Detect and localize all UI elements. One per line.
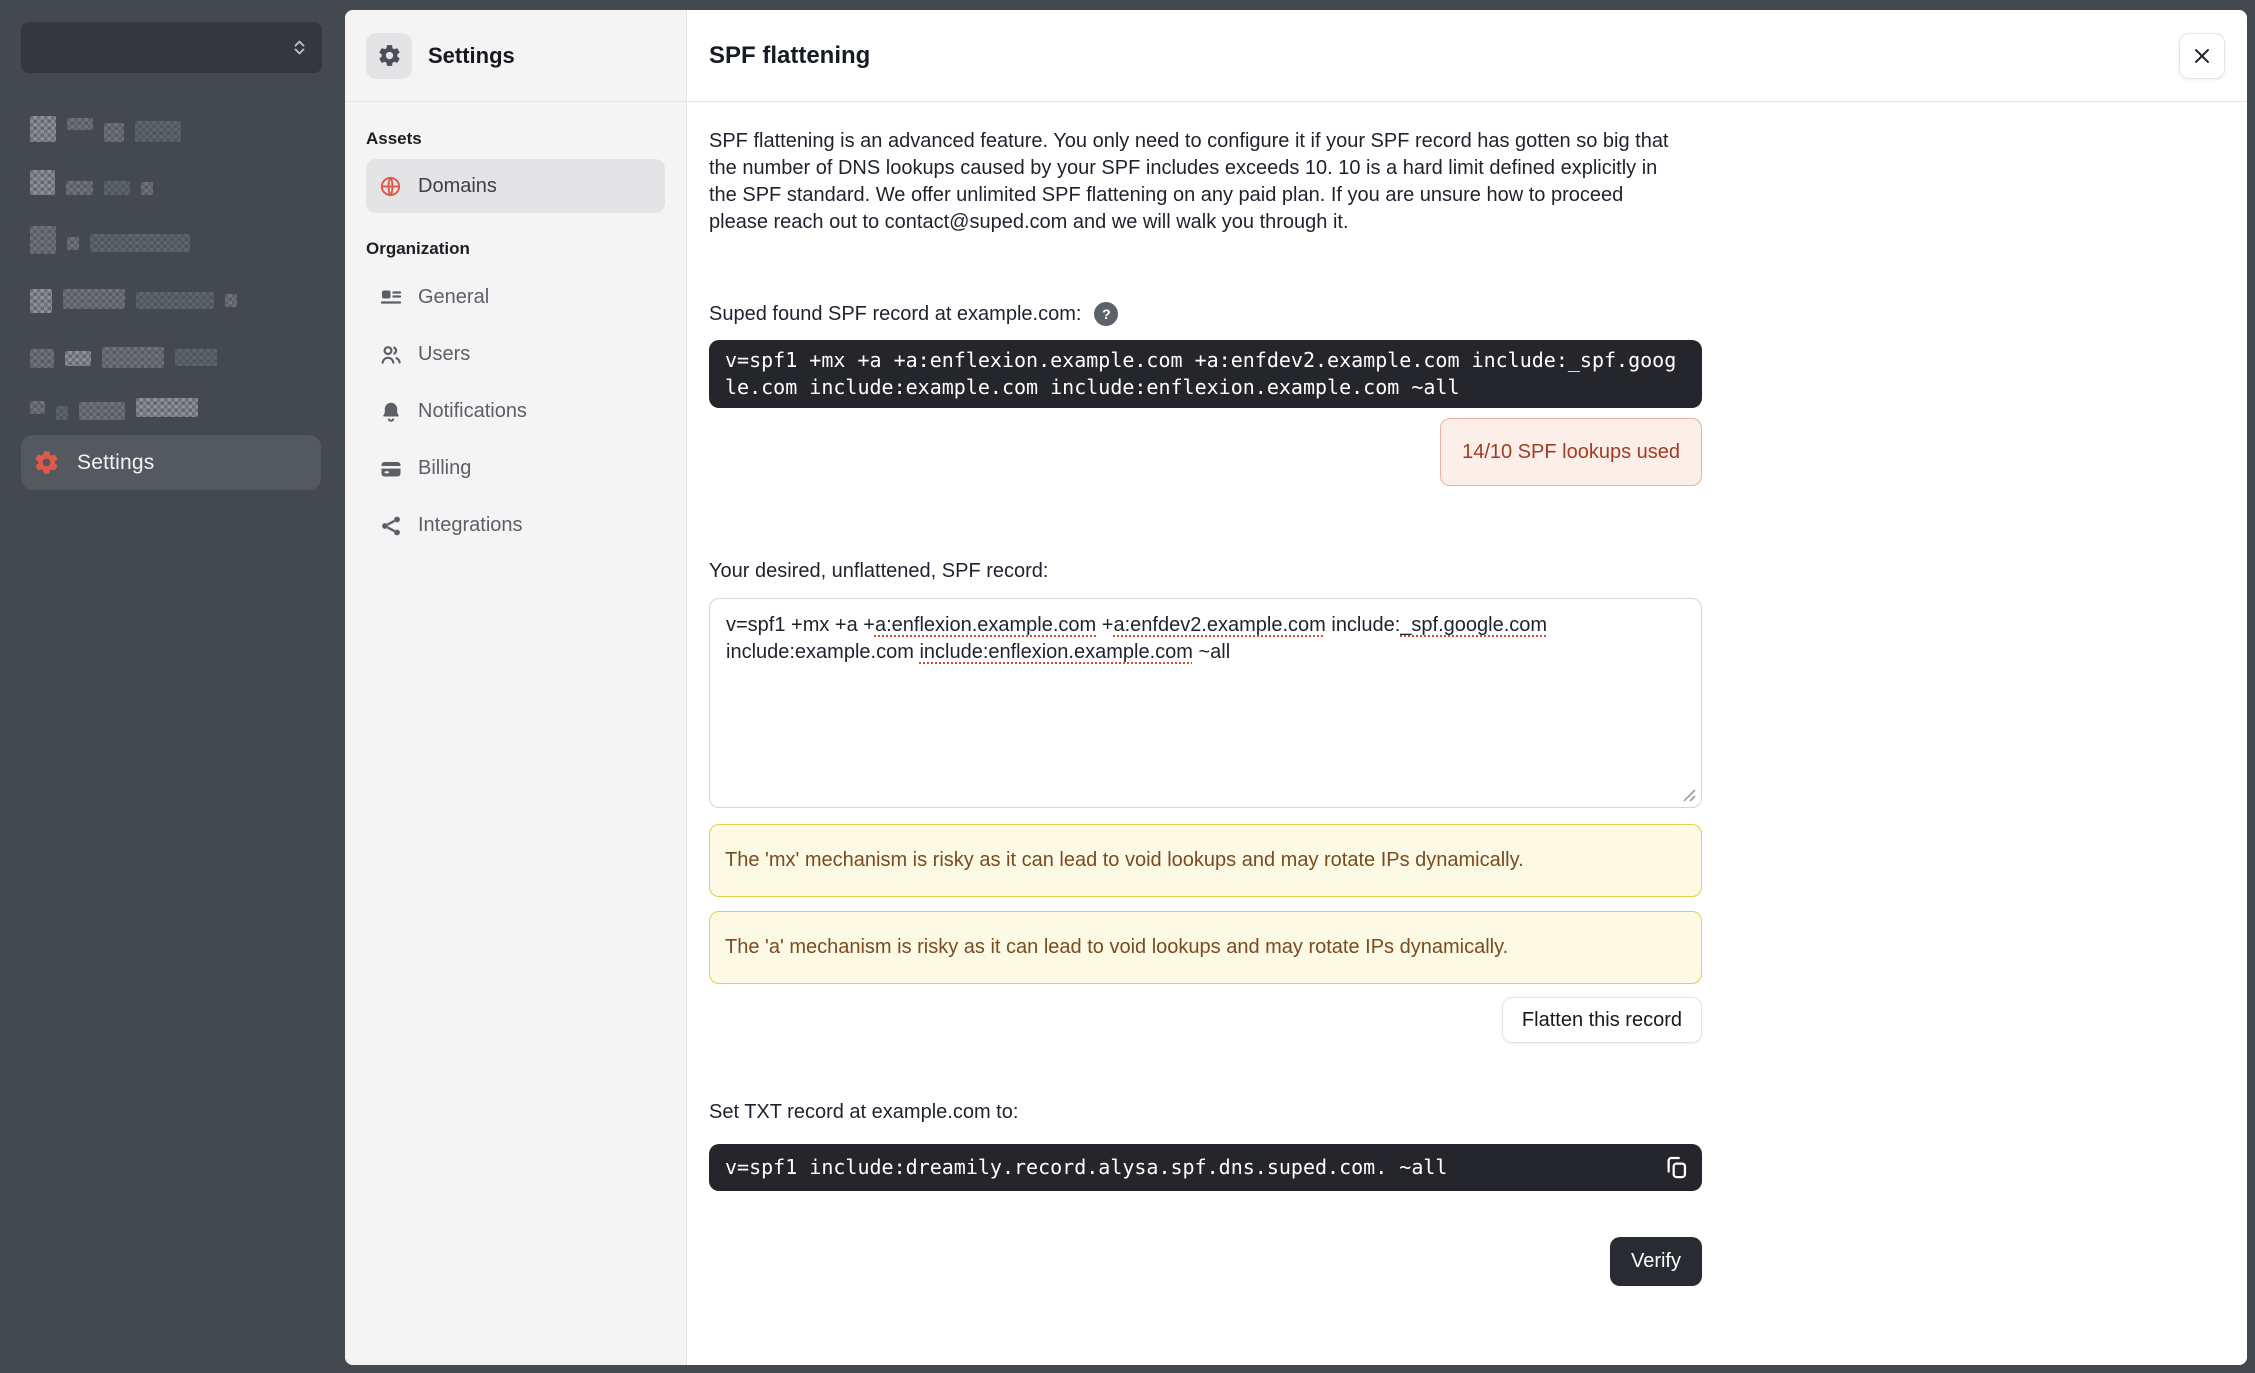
found-record-label: Suped found SPF record at example.com: — [709, 302, 1082, 325]
nav-item-label: Users — [418, 343, 471, 365]
users-icon — [379, 343, 403, 367]
txt-record-code — [709, 1144, 1702, 1191]
txt-record-label: Set TXT record at example.com to: — [709, 1101, 1019, 1123]
nav-item-label: Billing — [418, 457, 472, 479]
content-panel — [345, 10, 2247, 1365]
close-button[interactable] — [2179, 33, 2225, 79]
credit-card-icon — [379, 457, 403, 481]
sidebar-item-redacted[interactable] — [30, 279, 237, 313]
sidebar-item-redacted[interactable] — [30, 334, 217, 368]
section-heading-assets: Assets — [366, 129, 422, 148]
globe-icon — [379, 175, 402, 198]
sidebar-item-redacted[interactable] — [30, 386, 198, 420]
nav-item-label: Notifications — [418, 400, 527, 422]
nav-item-label: Integrations — [418, 514, 523, 536]
share-icon — [379, 514, 403, 538]
spf-lookups-badge: 14/10 SPF lookups used — [1440, 418, 1702, 486]
nav-item-label: General — [418, 286, 490, 308]
sidebar-item-redacted[interactable] — [30, 161, 153, 195]
warning-mx-mechanism: The 'mx' mechanism is risky as it can lead to void lookups and may rotate IPs dynamically. — [709, 824, 1702, 897]
sidebar-item-redacted[interactable] — [30, 108, 181, 142]
nav-item-users[interactable] — [366, 326, 665, 383]
txt-record-value: v=spf1 include:dreamily.record.alysa.spf.dns.suped.com. ~all — [725, 1155, 1448, 1179]
gear-icon — [377, 43, 402, 68]
section-heading-organization: Organization — [366, 239, 470, 258]
help-icon[interactable]: ? — [1094, 302, 1118, 326]
bell-icon — [379, 400, 403, 424]
settings-nav-header — [345, 10, 686, 102]
spf-record-editor[interactable]: v=spf1 +mx +a +a:enflexion.example.com +a:enfdev2.example.com include:_spf.google.com include:example.com include:enflexion.example.com ~all — [709, 598, 1702, 808]
found-spf-record-code: v=spf1 +mx +a +a:enflexion.example.com +a:enfdev2.example.com include:_spf.google.com include:example.com include:enflexion.example.com ~all — [709, 340, 1702, 408]
desired-record-label: Your desired, unflattened, SPF record: — [709, 560, 1049, 582]
settings-nav — [345, 10, 687, 1365]
workspace-selector[interactable] — [21, 22, 322, 73]
settings-nav-title: Settings — [428, 42, 515, 68]
flatten-record-button[interactable]: Flatten this record — [1502, 997, 1702, 1043]
settings-gear-iconbox — [366, 33, 412, 79]
nav-item-general[interactable] — [366, 269, 665, 326]
chevrons-up-down-icon — [290, 38, 309, 57]
intro-text: SPF flattening is an advanced feature. You only need to configure it if your SPF record has gotten so big that the number of DNS lookups caused by your SPF includes exceeds 10. 10 is a hard limit defined explicitly in the SPF standard. We offer unlimited SPF flattening on any paid plan. If you are unsure how to proceed please reach out to contact@suped.com and we will walk you through it. — [709, 130, 1669, 233]
list-details-icon — [379, 286, 403, 310]
resize-handle[interactable] — [1681, 787, 1697, 803]
sidebar-settings-label: Settings — [77, 450, 155, 474]
close-icon — [2191, 45, 2213, 67]
verify-button[interactable]: Verify — [1610, 1237, 1702, 1286]
gear-icon — [33, 449, 60, 476]
nav-item-label: Domains — [418, 174, 497, 197]
copy-icon — [1663, 1154, 1690, 1181]
page-title: SPF flattening — [709, 41, 871, 69]
spf-flattening-panel — [687, 10, 2247, 1365]
nav-item-domains[interactable] — [366, 159, 665, 213]
nav-item-notifications[interactable] — [366, 383, 665, 440]
app-sidebar — [0, 0, 345, 1373]
sidebar-item-redacted[interactable] — [30, 220, 190, 254]
copy-button[interactable] — [1663, 1154, 1690, 1181]
sidebar-item-settings[interactable] — [21, 435, 321, 490]
warning-a-mechanism: The 'a' mechanism is risky as it can lead to void lookups and may rotate IPs dynamically. — [709, 911, 1702, 984]
nav-item-billing[interactable] — [366, 440, 665, 497]
nav-item-integrations[interactable] — [366, 497, 665, 554]
